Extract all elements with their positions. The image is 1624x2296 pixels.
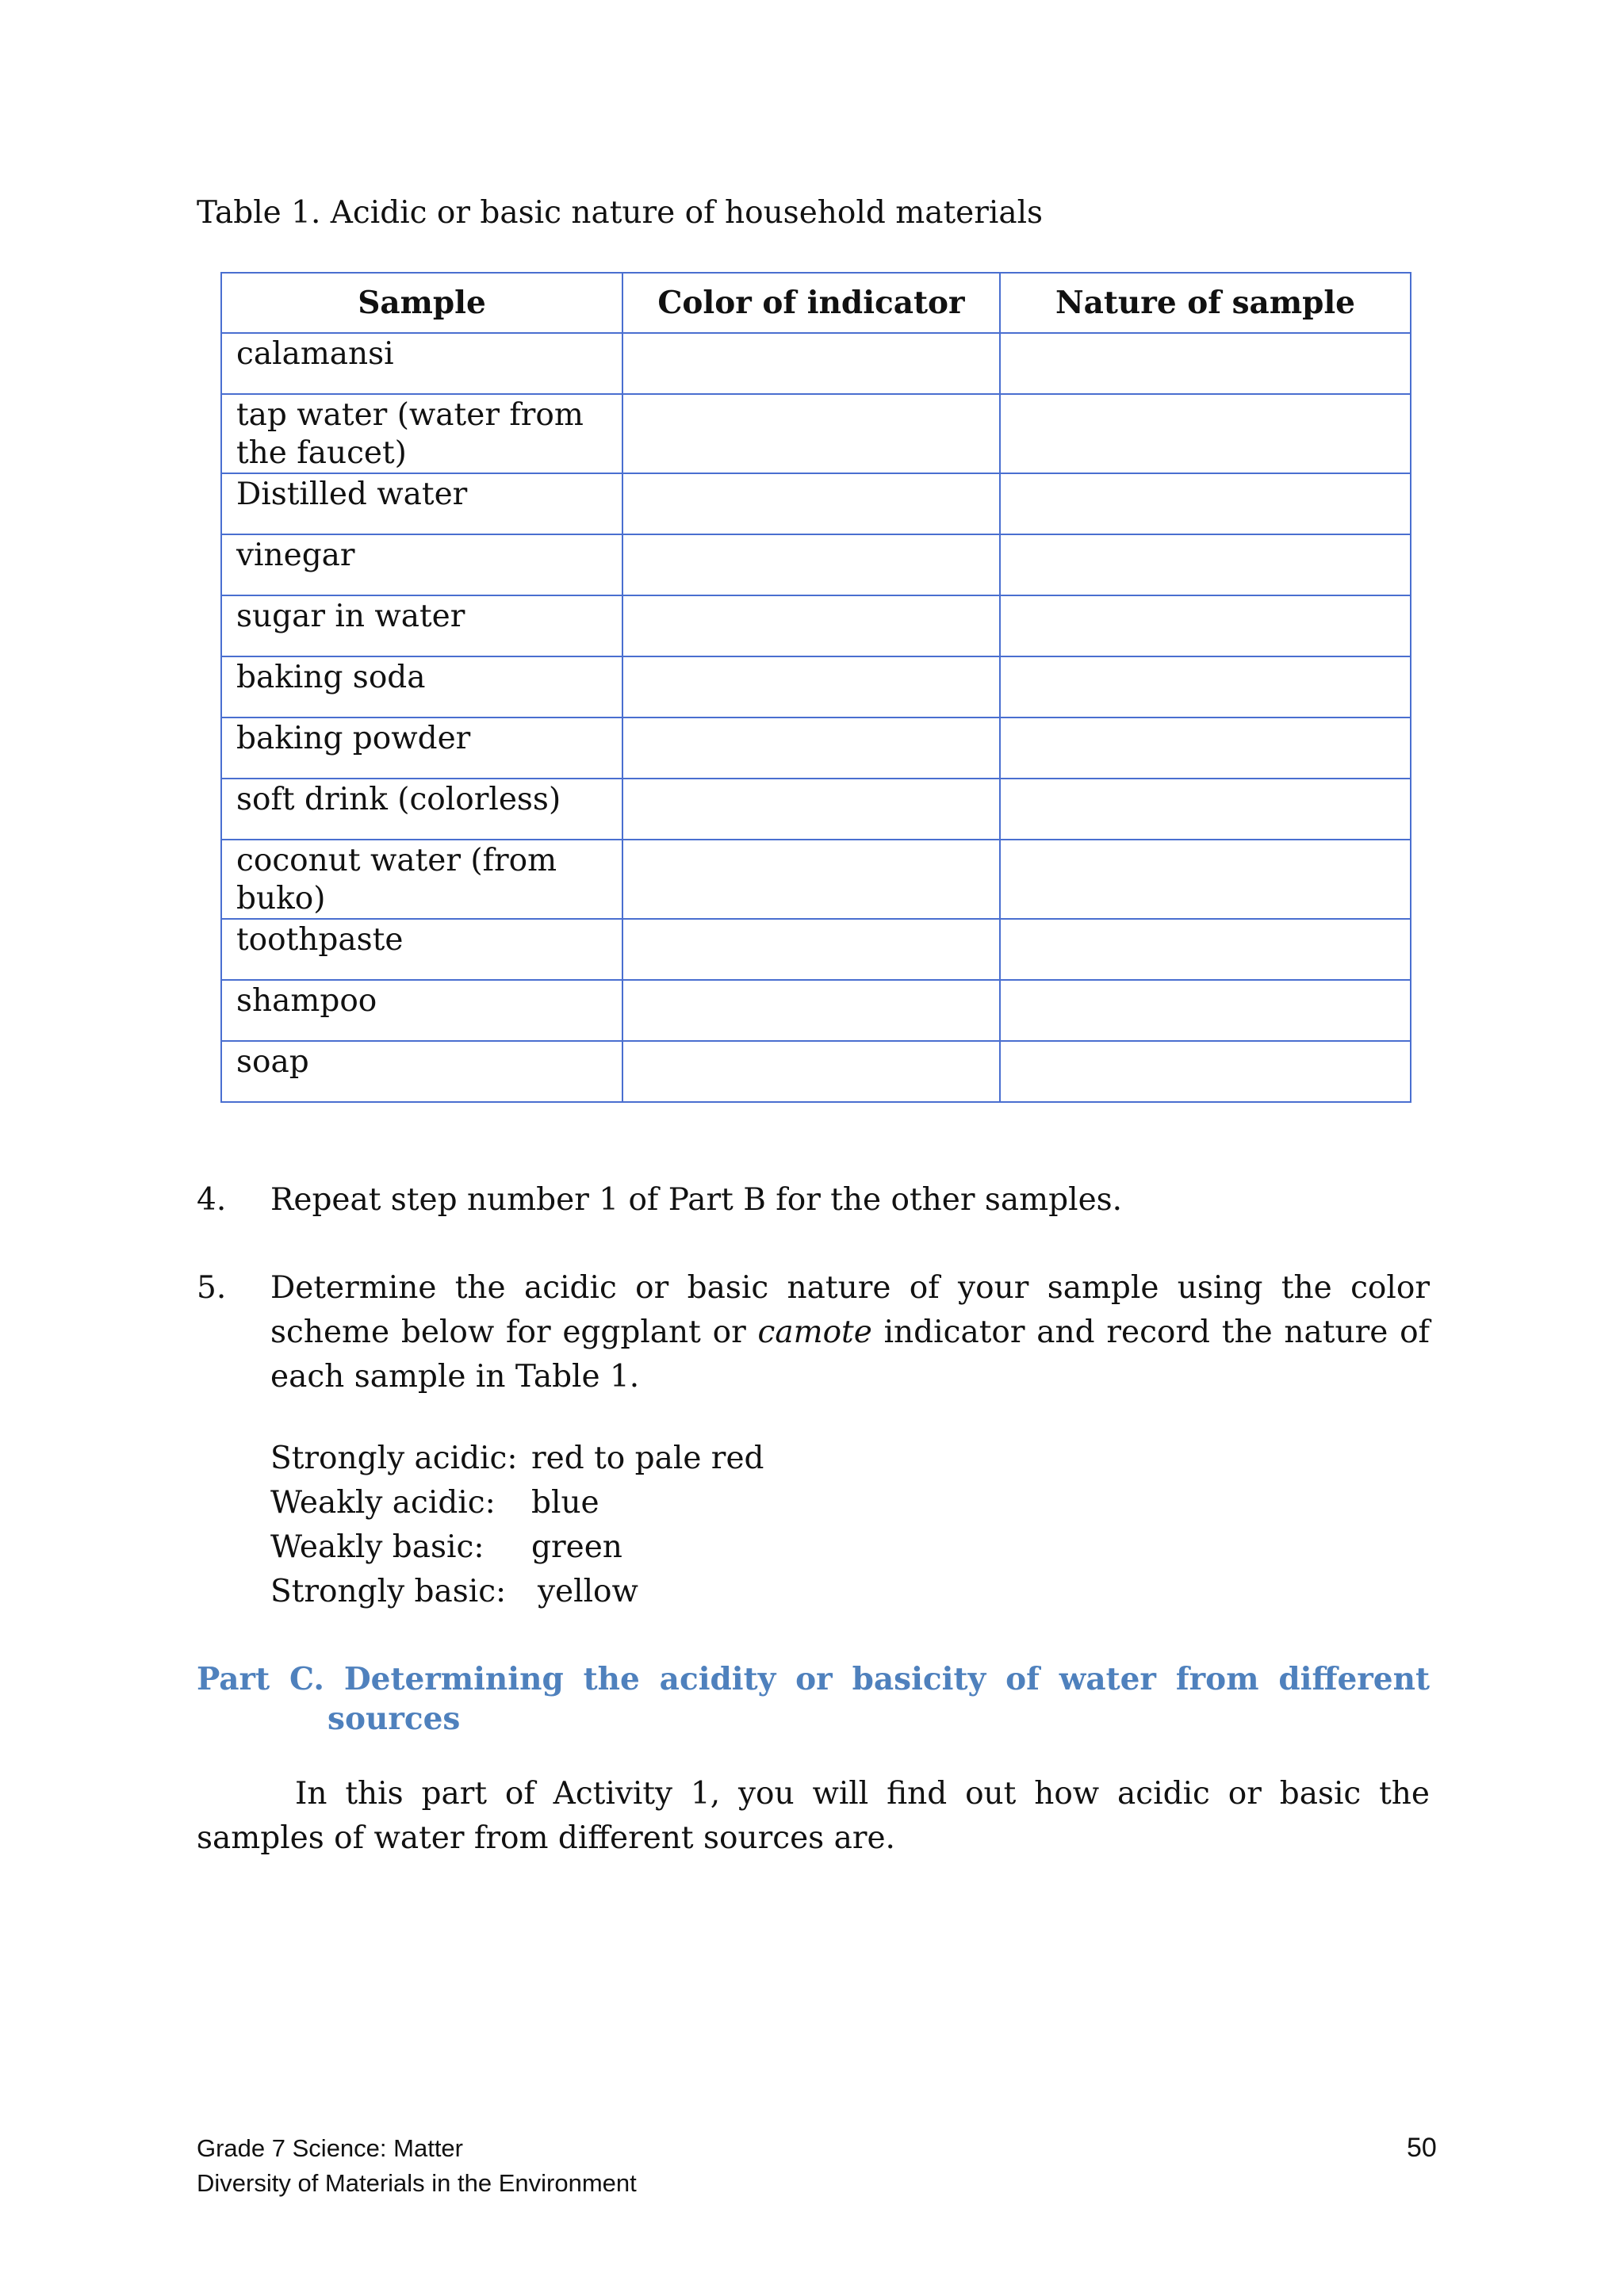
step-text	[270, 1266, 1430, 1399]
nature-cell[interactable]	[1000, 840, 1411, 919]
scheme-label: Weakly acidic:	[270, 1485, 496, 1521]
nature-cell[interactable]	[1000, 779, 1411, 840]
scheme-row	[270, 1570, 764, 1614]
step-text-part: indicator and record the nature of each sample in Table 1.	[270, 1314, 1430, 1395]
color-cell[interactable]	[622, 394, 1000, 473]
table-row	[221, 394, 1411, 473]
sample-cell: soap	[221, 1041, 622, 1102]
sample-cell: calamansi	[221, 333, 622, 394]
color-cell[interactable]	[622, 473, 1000, 534]
scheme-label: Strongly basic:	[270, 1574, 507, 1609]
color-cell[interactable]	[622, 718, 1000, 779]
table-header-row	[221, 273, 1411, 333]
sample-cell: sugar in water	[221, 595, 622, 656]
scheme-value: yellow	[538, 1574, 638, 1609]
sample-cell: shampoo	[221, 980, 622, 1041]
sample-cell: baking powder	[221, 718, 622, 779]
step-number: 4.	[197, 1182, 227, 1218]
nature-cell[interactable]	[1000, 980, 1411, 1041]
header-sample: Sample	[221, 273, 622, 333]
table-row	[221, 779, 1411, 840]
step-text: Repeat step number 1 of Part B for the other samples.	[270, 1182, 1123, 1218]
table-row	[221, 534, 1411, 595]
scheme-row	[270, 1437, 764, 1481]
scheme-label: Weakly basic:	[270, 1529, 485, 1565]
table-row	[221, 333, 1411, 394]
table-row	[221, 1041, 1411, 1102]
sample-cell: vinegar	[221, 534, 622, 595]
table-row	[221, 980, 1411, 1041]
scheme-row	[270, 1481, 764, 1525]
color-cell[interactable]	[622, 1041, 1000, 1102]
scheme-label: Strongly acidic:	[270, 1441, 518, 1476]
color-cell[interactable]	[622, 656, 1000, 718]
nature-cell[interactable]	[1000, 656, 1411, 718]
table-row	[221, 919, 1411, 980]
sample-cell: coconut water (from buko)	[221, 840, 622, 919]
color-cell[interactable]	[622, 980, 1000, 1041]
color-scheme-list	[270, 1437, 764, 1614]
sample-cell: baking soda	[221, 656, 622, 718]
nature-cell[interactable]	[1000, 718, 1411, 779]
nature-cell[interactable]	[1000, 473, 1411, 534]
step-text-emphasis: camote	[757, 1314, 872, 1350]
household-materials-table	[220, 272, 1411, 1103]
header-nature-of-sample: Nature of sample	[1000, 273, 1411, 333]
table-caption: Table 1. Acidic or basic nature of household materials	[197, 195, 1044, 231]
table-row	[221, 656, 1411, 718]
header-color-of-indicator: Color of indicator	[622, 273, 1000, 333]
sample-cell: toothpaste	[221, 919, 622, 980]
nature-cell[interactable]	[1000, 919, 1411, 980]
nature-cell[interactable]	[1000, 394, 1411, 473]
nature-cell[interactable]	[1000, 595, 1411, 656]
part-c-heading-continued: sources	[327, 1701, 461, 1737]
footer-subtitle: Diversity of Materials in the Environment	[197, 2169, 637, 2197]
table-row	[221, 473, 1411, 534]
table-row	[221, 595, 1411, 656]
part-c-heading: Part C. Determining the acidity or basicity of water from different	[197, 1661, 1430, 1697]
part-c-paragraph: In this part of Activity 1, you will find out how acidic or basic the samples of water from different sources are.	[197, 1776, 1430, 1856]
color-cell[interactable]	[622, 333, 1000, 394]
sample-cell: tap water (water from the faucet)	[221, 394, 622, 473]
color-cell[interactable]	[622, 779, 1000, 840]
scheme-value: blue	[531, 1485, 599, 1521]
color-cell[interactable]	[622, 840, 1000, 919]
nature-cell[interactable]	[1000, 1041, 1411, 1102]
color-cell[interactable]	[622, 534, 1000, 595]
scheme-row	[270, 1525, 764, 1570]
sample-cell: Distilled water	[221, 473, 622, 534]
page-number: 50	[1407, 2133, 1437, 2163]
scheme-value: red to pale red	[531, 1441, 764, 1476]
step-number: 5.	[197, 1270, 227, 1306]
table-row	[221, 840, 1411, 919]
table-row	[221, 718, 1411, 779]
sample-cell: soft drink (colorless)	[221, 779, 622, 840]
nature-cell[interactable]	[1000, 333, 1411, 394]
footer-course: Grade 7 Science: Matter	[197, 2134, 463, 2162]
color-cell[interactable]	[622, 595, 1000, 656]
scheme-value: green	[531, 1529, 622, 1565]
nature-cell[interactable]	[1000, 534, 1411, 595]
step-text-part: Determine the acidic or basic nature of your sample using the color scheme below for eggplant or	[270, 1270, 1430, 1350]
color-cell[interactable]	[622, 919, 1000, 980]
